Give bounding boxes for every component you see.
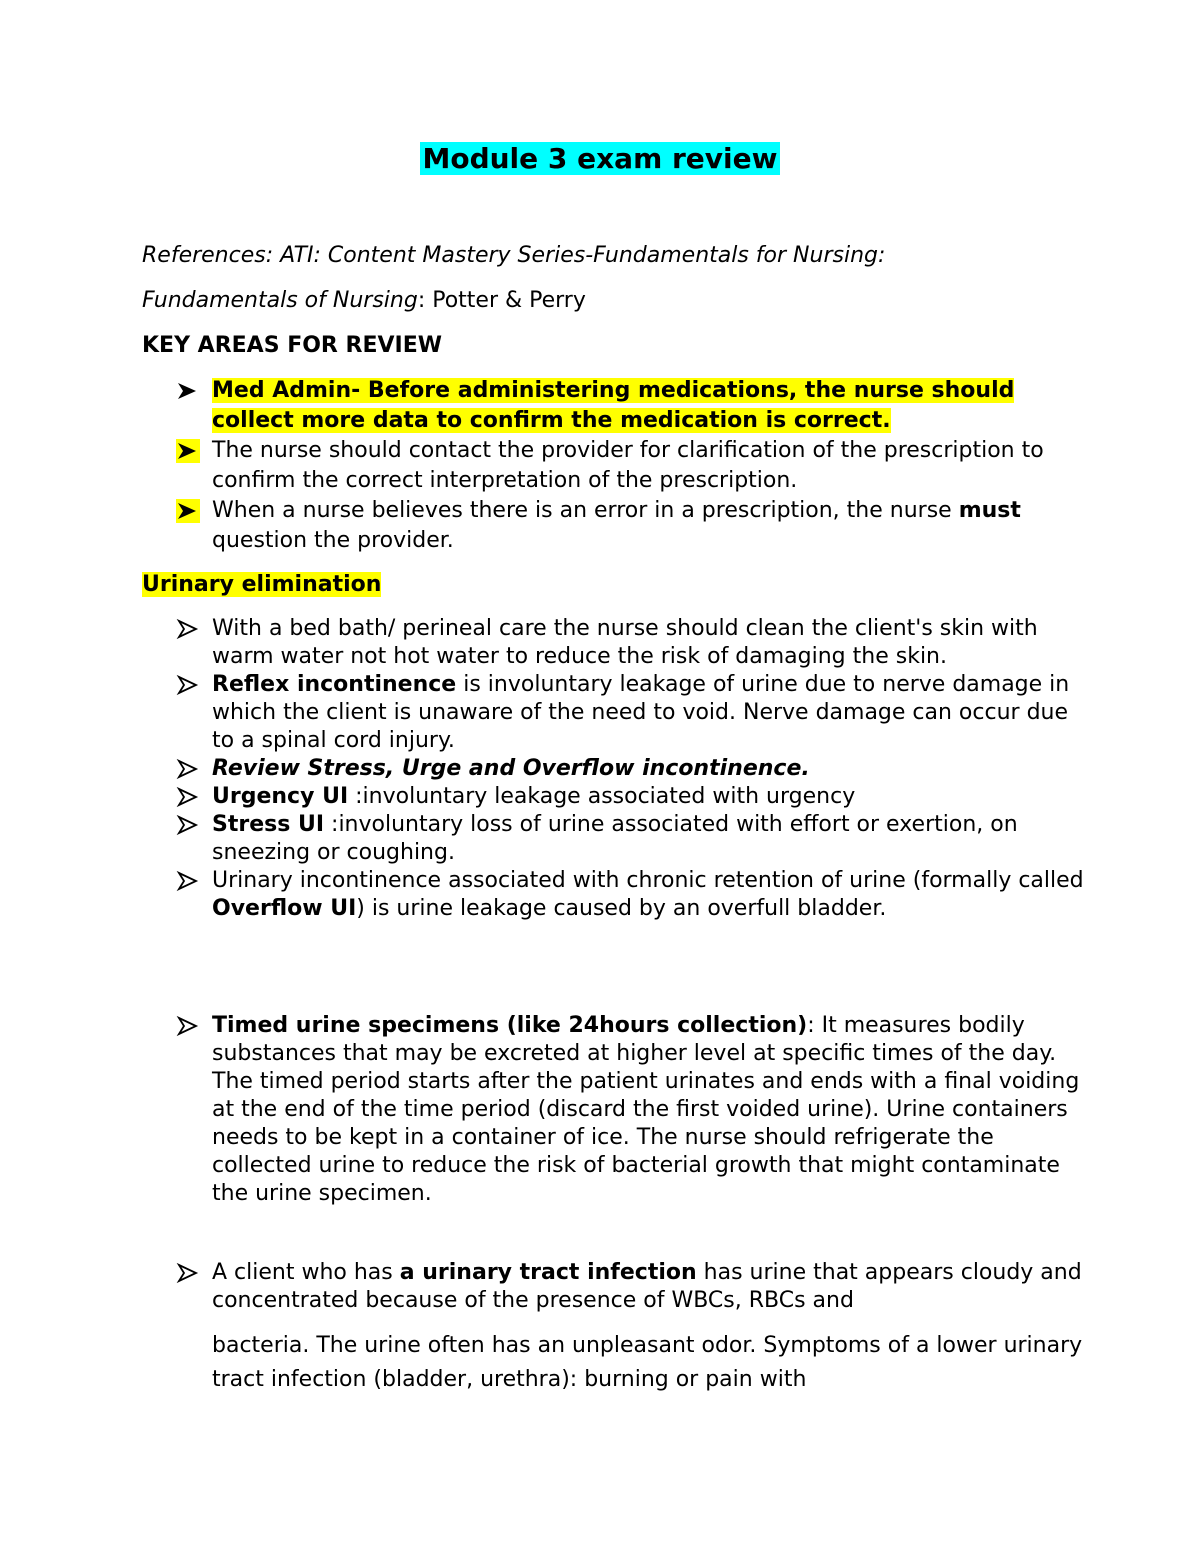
- uti-term: a urinary tract infection: [399, 1260, 697, 1285]
- list-item: [176, 496, 1096, 556]
- uti-text-a: A client who has: [212, 1260, 393, 1285]
- reference-authors: : Potter & Perry: [417, 288, 586, 313]
- list-item: [176, 755, 1096, 783]
- error-text-c: question the provider.: [212, 528, 454, 553]
- urinary-list: [176, 615, 1096, 923]
- arrowhead-bullet-icon: [176, 496, 200, 526]
- arrowhead-bullet-icon: [176, 376, 200, 406]
- stress-ui-term: Stress UI: [212, 812, 325, 837]
- urgency-ui-term: Urgency UI: [212, 784, 349, 809]
- uti-text-continued: bacteria. The urine often has an unpleasant odor. Symptoms of a lower urinary tract infection (bladder, urethra): burning or pain with: [212, 1333, 1083, 1392]
- uti-list: [176, 1259, 1096, 1397]
- error-text-a: When a nurse believes there is an error in a prescription, the nurse: [212, 498, 952, 523]
- overflow-text-c: ) is urine leakage caused by an overfull bladder.: [356, 896, 887, 921]
- list-item: [176, 811, 1096, 867]
- page-title: Module 3 exam review: [422, 142, 778, 175]
- arrowhead-outline-bullet-icon: [176, 755, 200, 783]
- arrowhead-outline-bullet-icon: [176, 1012, 200, 1040]
- overflow-ui-term: Overflow UI: [212, 896, 357, 921]
- timed-specimen-term: Timed urine specimens (like 24hours collection): [212, 1013, 808, 1038]
- stress-ui-text: :involuntary loss of urine associated with effort or exertion, on sneezing or coughing.: [212, 812, 1018, 865]
- reflex-incontinence-text: is involuntary leakage of urine due to nerve damage in which the client is unaware of the need to void. Nerve damage can occur due to a spinal cord injury.: [212, 672, 1070, 753]
- list-item: [176, 783, 1096, 811]
- list-item: [176, 867, 1096, 923]
- key-areas-header: KEY AREAS FOR REVIEW: [142, 333, 442, 358]
- error-text-must: must: [958, 498, 1021, 523]
- urinary-elimination-header: [142, 570, 381, 600]
- med-admin-text: Med Admin- Before administering medications, the nurse should collect more data to confirm the medication is correct.: [212, 378, 1015, 433]
- list-item: [176, 436, 1096, 496]
- bed-bath-text: With a bed bath/ perineal care the nurse should clean the client's skin with warm water not hot water to reduce the risk of damaging the skin.: [212, 616, 1038, 669]
- reference-book-title: Fundamentals of Nursing: [142, 288, 418, 313]
- reflex-incontinence-term: Reflex incontinence: [212, 672, 457, 697]
- arrowhead-outline-bullet-icon: [176, 783, 200, 811]
- references-line-1: References: ATI: Content Mastery Series-Fundamentals for Nursing:: [142, 243, 886, 268]
- list-item: [176, 671, 1096, 755]
- urgency-ui-text: :involuntary leakage associated with urgency: [355, 784, 856, 809]
- list-item: [176, 1012, 1096, 1208]
- arrowhead-outline-bullet-icon: [176, 867, 200, 895]
- review-incontinence-text: Review Stress, Urge and Overflow incontinence.: [212, 756, 810, 781]
- contact-provider-text: The nurse should contact the provider for clarification of the prescription to confirm the correct interpretation of the prescription.: [212, 438, 1044, 493]
- arrowhead-outline-bullet-icon: [176, 811, 200, 839]
- arrowhead-outline-bullet-icon: [176, 1259, 200, 1287]
- arrowhead-outline-bullet-icon: [176, 615, 200, 643]
- urinary-header-text: Urinary elimination: [142, 572, 382, 597]
- overflow-text-a: Urinary incontinence associated with chronic retention of urine (formally called: [212, 868, 1084, 893]
- list-item: [176, 376, 1096, 436]
- references-line-2: [142, 286, 586, 316]
- arrowhead-bullet-icon: [176, 436, 200, 466]
- title-block: [0, 140, 1200, 178]
- arrowhead-outline-bullet-icon: [176, 671, 200, 699]
- uti-text-c: has urine that appears cloudy and concentrated because of the presence of WBCs, RBCs and: [212, 1260, 1082, 1313]
- timed-specimen-list: [176, 1012, 1096, 1208]
- list-item: [176, 615, 1096, 671]
- list-item: [176, 1259, 1096, 1397]
- key-areas-list: [176, 376, 1096, 556]
- timed-specimen-text: : It measures bodily substances that may be excreted at higher level at specific times of the day. The timed period starts after the patient urinates and ends with a final voiding at the end of the time period (discard the first voided urine). Urine containers needs to be kept in a container of ice. The nurse should refrigerate the collected urine to reduce the risk of bacterial growth that might contaminate the urine specimen.: [212, 1013, 1080, 1206]
